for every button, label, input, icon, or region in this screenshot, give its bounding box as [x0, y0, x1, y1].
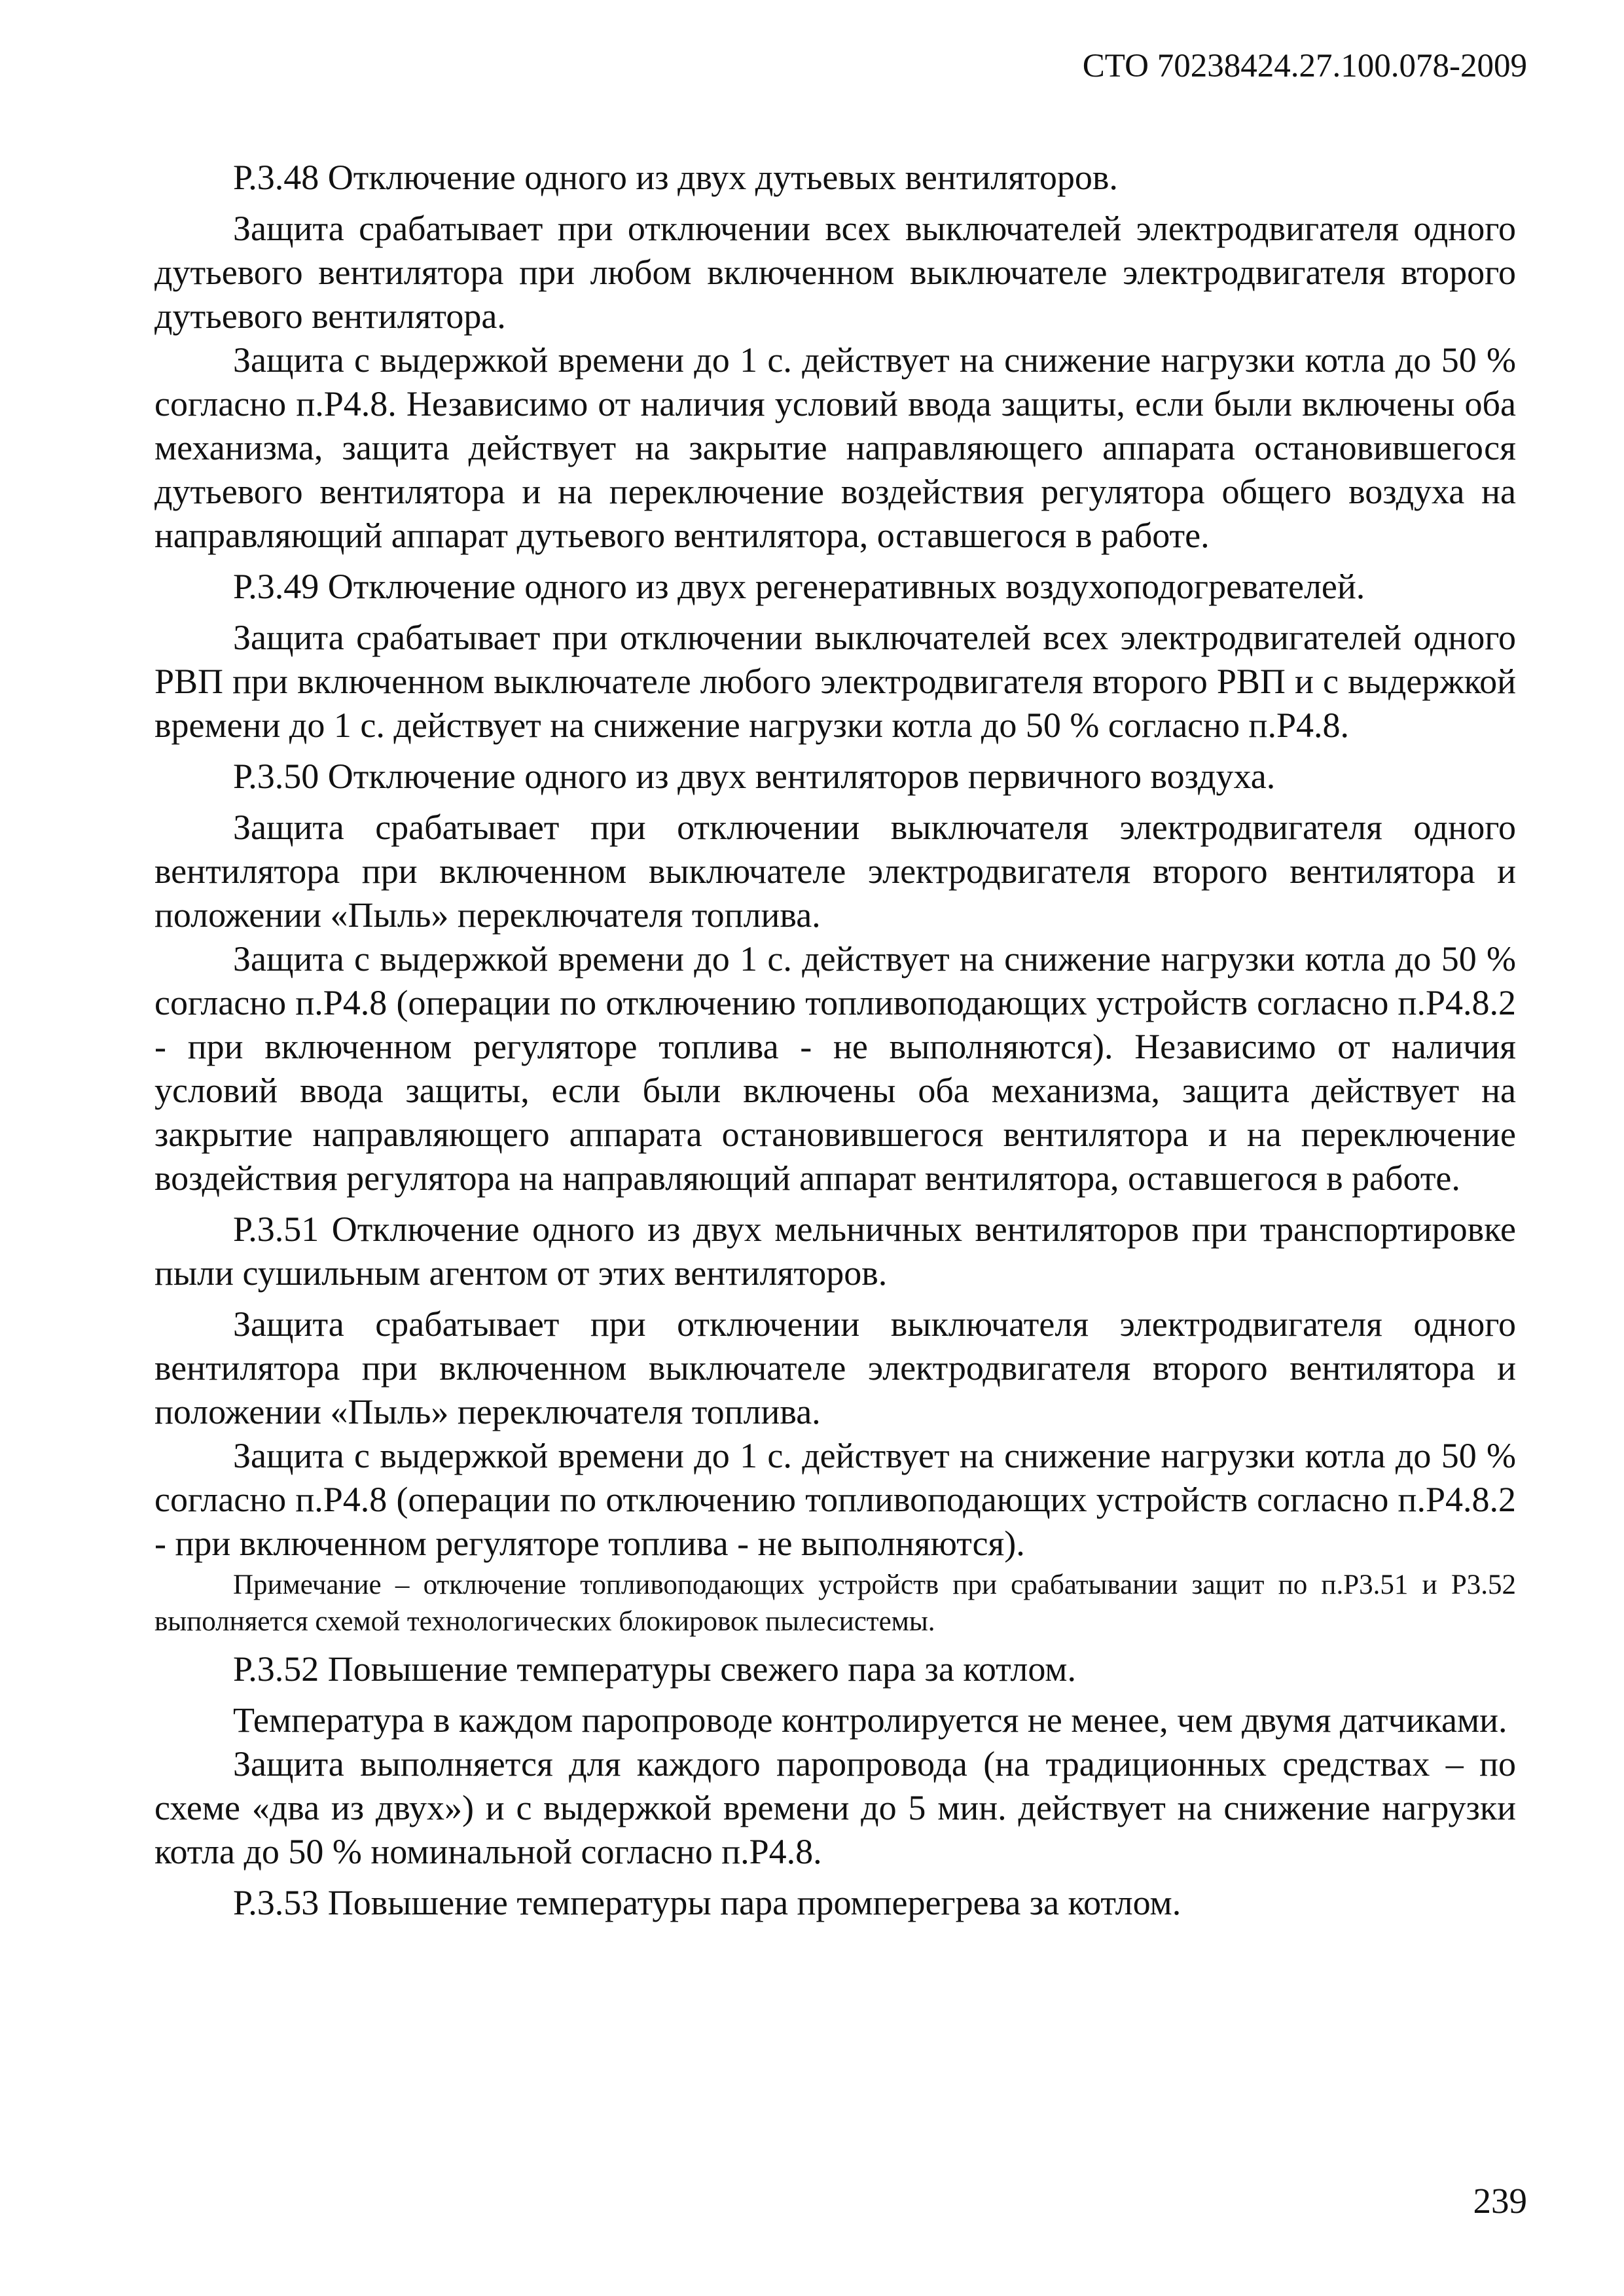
page-number: 239 — [1473, 2181, 1527, 2221]
section-heading-p3-51: Р.3.51 Отключение одного из двух мельничных вентиляторов при транспортировке пыли сушильным агентом от этих вентиляторов. — [154, 1210, 1516, 1293]
paragraph: Защита с выдержкой времени до 1 с. действует на снижение нагрузки котла до 50 % согласно п.Р4.8 (операции по отключению топливоподающих устройств согласно п.Р4.8.2 - при включенном регуляторе топлива - не выполняются). Независимо от наличия условий ввода защиты, если были включены оба механизма, защита действует на закрытие направляющего аппарата остановившегося вентилятора и на переключение воздействия регулятора на направляющий аппарат вентилятора, оставшегося в работе. — [154, 939, 1516, 1198]
document-code: СТО 70238424.27.100.078-2009 — [1082, 48, 1527, 84]
section-heading-p3-48: Р.3.48 Отключение одного из двух дутьевых вентиляторов. — [233, 158, 1118, 197]
paragraph: Защита срабатывает при отключении выключателя электродвигателя одного вентилятора при включенном выключателе электродвигателя второго вентилятора и положении «Пыль» переключателя топлива. — [154, 1304, 1516, 1431]
paragraph: Защита срабатывает при отключении выключателя электродвигателя одного вентилятора при включенном выключателе электродвигателя второго вентилятора и положении «Пыль» переключателя топлива. — [154, 808, 1516, 935]
paragraph: Защита с выдержкой времени до 1 с. действует на снижение нагрузки котла до 50 % согласно п.Р4.8 (операции по отключению топливоподающих устройств согласно п.Р4.8.2 - при включенном регуляторе топлива - не выполняются). — [154, 1436, 1516, 1563]
section-heading-p3-49: Р.3.49 Отключение одного из двух регенеративных воздухоподогревателей. — [233, 567, 1365, 606]
paragraph: Температура в каждом паропроводе контролируется не менее, чем двумя датчиками. — [233, 1700, 1507, 1740]
section-heading-p3-50: Р.3.50 Отключение одного из двух вентиляторов первичного воздуха. — [233, 757, 1276, 796]
paragraph: Защита срабатывает при отключении выключателей всех электродвигателей одного РВП при включенном выключателе любого электродвигателя второго РВП и с выдержкой времени до 1 с. действует на снижение нагрузки котла до 50 % согласно п.Р4.8. — [154, 618, 1516, 745]
document-body — [154, 156, 1516, 1925]
paragraph: Защита срабатывает при отключении всех выключателей электродвигателя одного дутьевого вентилятора при любом включенном выключателе электродвигателя второго дутьевого вентилятора. — [154, 209, 1516, 336]
paragraph: Защита с выдержкой времени до 1 с. действует на снижение нагрузки котла до 50 % согласно п.Р4.8. Независимо от наличия условий ввода защиты, если были включены оба механизма, защита действует на закрытие направляющего аппарата остановившегося дутьевого вентилятора и на переключение воздействия регулятора общего воздуха на направляющий аппарат дутьевого вентилятора, оставшегося в работе. — [154, 340, 1516, 555]
section-heading-p3-52: Р.3.52 Повышение температуры свежего пара за котлом. — [233, 1649, 1076, 1689]
paragraph: Защита выполняется для каждого паропровода (на традиционных средствах – по схеме «два из двух») и с выдержкой времени до 5 мин. действует на снижение нагрузки котла до 50 % номинальной согласно п.Р4.8. — [154, 1744, 1516, 1871]
note: Примечание – отключение топливоподающих устройств при срабатывании защит по п.Р3.51 и Р3.52 выполняется схемой технологических блокировок пылесистемы. — [154, 1570, 1516, 1637]
section-heading-p3-53: Р.3.53 Повышение температуры пара промперегрева за котлом. — [233, 1883, 1182, 1922]
